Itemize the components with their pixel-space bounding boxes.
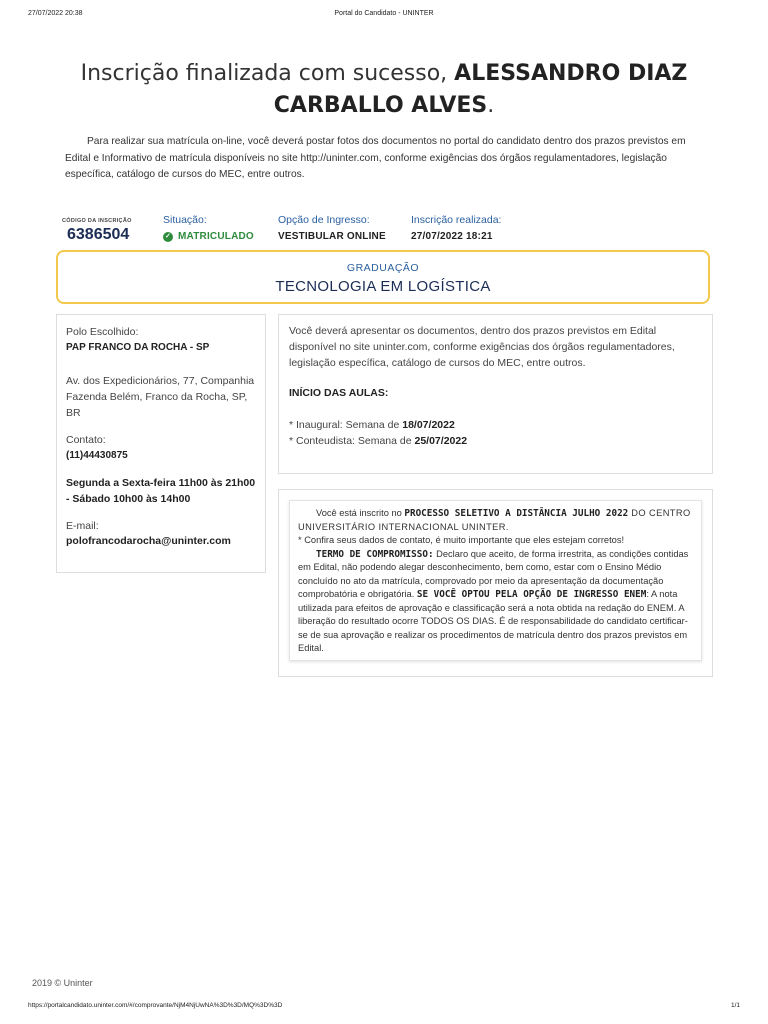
course-type: GRADUAÇÃO bbox=[346, 262, 420, 274]
polo-name: PAP FRANCO DA ROCHA - SP bbox=[66, 342, 210, 353]
terms-commitment bbox=[298, 548, 693, 656]
polo-hours: Segunda a Sexta-feira 11h00 às 21h00 - Sábado 10h00 às 14h00 bbox=[66, 477, 256, 505]
status-value: MATRICULADO bbox=[178, 231, 254, 242]
inaugural-item bbox=[289, 417, 702, 433]
status-label: Situação: bbox=[163, 214, 207, 226]
entry-option bbox=[278, 214, 386, 242]
candidate-name: ALESSANDRO DIAZ CARBALLO ALVES bbox=[273, 61, 688, 118]
print-url: https://portalcandidato.uninter.com/#/comprovante/NjM4NjUwNA%3D%3D/MQ%3D%3D bbox=[28, 1002, 283, 1009]
inaugural-date: 18/07/2022 bbox=[402, 419, 455, 431]
entry-value: VESTIBULAR ONLINE bbox=[278, 231, 386, 242]
email-label: E-mail: bbox=[66, 520, 99, 532]
terms-box bbox=[289, 500, 702, 661]
polo-label: Polo Escolhido: bbox=[66, 326, 139, 338]
date-value: 27/07/2022 18:21 bbox=[411, 231, 493, 242]
terms-commitment-title: TERMO DE COMPROMISSO: bbox=[316, 548, 434, 560]
conteudista-date: 25/07/2022 bbox=[414, 435, 468, 447]
code-value: 6386504 bbox=[67, 226, 130, 243]
terms-process-name: PROCESSO SELETIVO A DISTÂNCIA JULHO 2022 bbox=[404, 508, 629, 519]
terms-enem-title: SE VOCÊ OPTOU PELA OPÇÃO DE INGRESSO ENEM bbox=[416, 589, 647, 600]
terms-card bbox=[278, 489, 713, 677]
intro-paragraph: Para realizar sua matrícula on-line, você deverá postar fotos dos documentos no portal do candidato dentro dos prazos previstos em Edital e Informativo de matrícula disponíveis no site http://uninter.com, conforme exigências dos órgãos regulamentadores, legislação específica, catálogo de cursos do MEC, entre outros. bbox=[65, 136, 686, 180]
check-circle-icon: ✓ bbox=[164, 232, 172, 240]
print-page-number: 1/1 bbox=[730, 1002, 740, 1009]
terms-process-a: Você está inscrito no bbox=[316, 508, 405, 518]
status bbox=[163, 214, 254, 242]
documents-text: Você deverá apresentar os documentos, dentro dos prazos previstos em Edital disponível no site uninter.com, conforme exigências dos órgãos regulamentadores, legislação específica, catálogo de cursos do MEC, entre outros. bbox=[289, 325, 675, 369]
terms-process-c: DO CENTRO UNIVERSITÁRIO INTERNACIONAL UNINTER. bbox=[298, 508, 691, 532]
contact-label: Contato: bbox=[66, 434, 106, 446]
date-label: Inscrição realizada: bbox=[411, 214, 502, 226]
headline-suffix: . bbox=[487, 93, 495, 118]
registration-code bbox=[62, 214, 132, 244]
terms-commitment-b: Declaro que aceito, de forma irrestrita, as condições contidas em Edital, não podendo alegar desconhecimento, bem como, estar com o Ensino Médio concluído no ato da matrícula, comprovado por meio da apresentação da documentação comprobatória e obrigatória. bbox=[298, 548, 689, 599]
registration-info bbox=[0, 214, 768, 248]
classes-heading: INÍCIO DAS AULAS: bbox=[289, 387, 389, 399]
conteudista-item bbox=[289, 433, 702, 449]
terms-enem-text: : A nota utilizada para efeitos de aprovação e classificação será a nota obtida na redação do ENEM. A liberação do resultado ocorre TODOS OS DIAS. É de responsabilidade do candidato certificar-se de sua aprovação e realizar os procedimentos de matrícula dentro dos prazos previstos em Edital. bbox=[298, 589, 688, 653]
terms-contact-note: * Confira seus dados de contato, é muito importante que eles estejam corretos! bbox=[298, 535, 625, 545]
entry-label: Opção de Ingresso: bbox=[278, 214, 370, 226]
print-page-title: Portal do Candidato - UNINTER bbox=[334, 10, 434, 17]
documents-card bbox=[278, 314, 713, 474]
page-title bbox=[60, 58, 708, 122]
email-value: polofrancodarocha@uninter.com bbox=[66, 535, 231, 547]
contact-value: (11)44430875 bbox=[66, 450, 128, 461]
polo-card bbox=[56, 314, 266, 573]
inaugural-prefix: * Inaugural: Semana de bbox=[289, 419, 403, 431]
registration-date bbox=[411, 214, 501, 242]
code-label: CÓDIGO DA INSCRIÇÃO bbox=[62, 218, 132, 224]
course-name: TECNOLOGIA EM LOGÍSTICA bbox=[275, 278, 491, 295]
print-datetime: 27/07/2022 20:38 bbox=[28, 10, 83, 17]
terms-process bbox=[298, 507, 693, 534]
course-box bbox=[56, 250, 710, 304]
headline-prefix: Inscrição finalizada com sucesso, bbox=[80, 61, 455, 86]
conteudista-prefix: * Conteudista: Semana de bbox=[289, 435, 415, 447]
status-badge bbox=[163, 231, 254, 242]
copyright: 2019 © Uninter bbox=[32, 978, 93, 988]
polo-address: Av. dos Expedicionários, 77, Companhia Fazenda Belém, Franco da Rocha, SP, BR bbox=[66, 375, 255, 419]
